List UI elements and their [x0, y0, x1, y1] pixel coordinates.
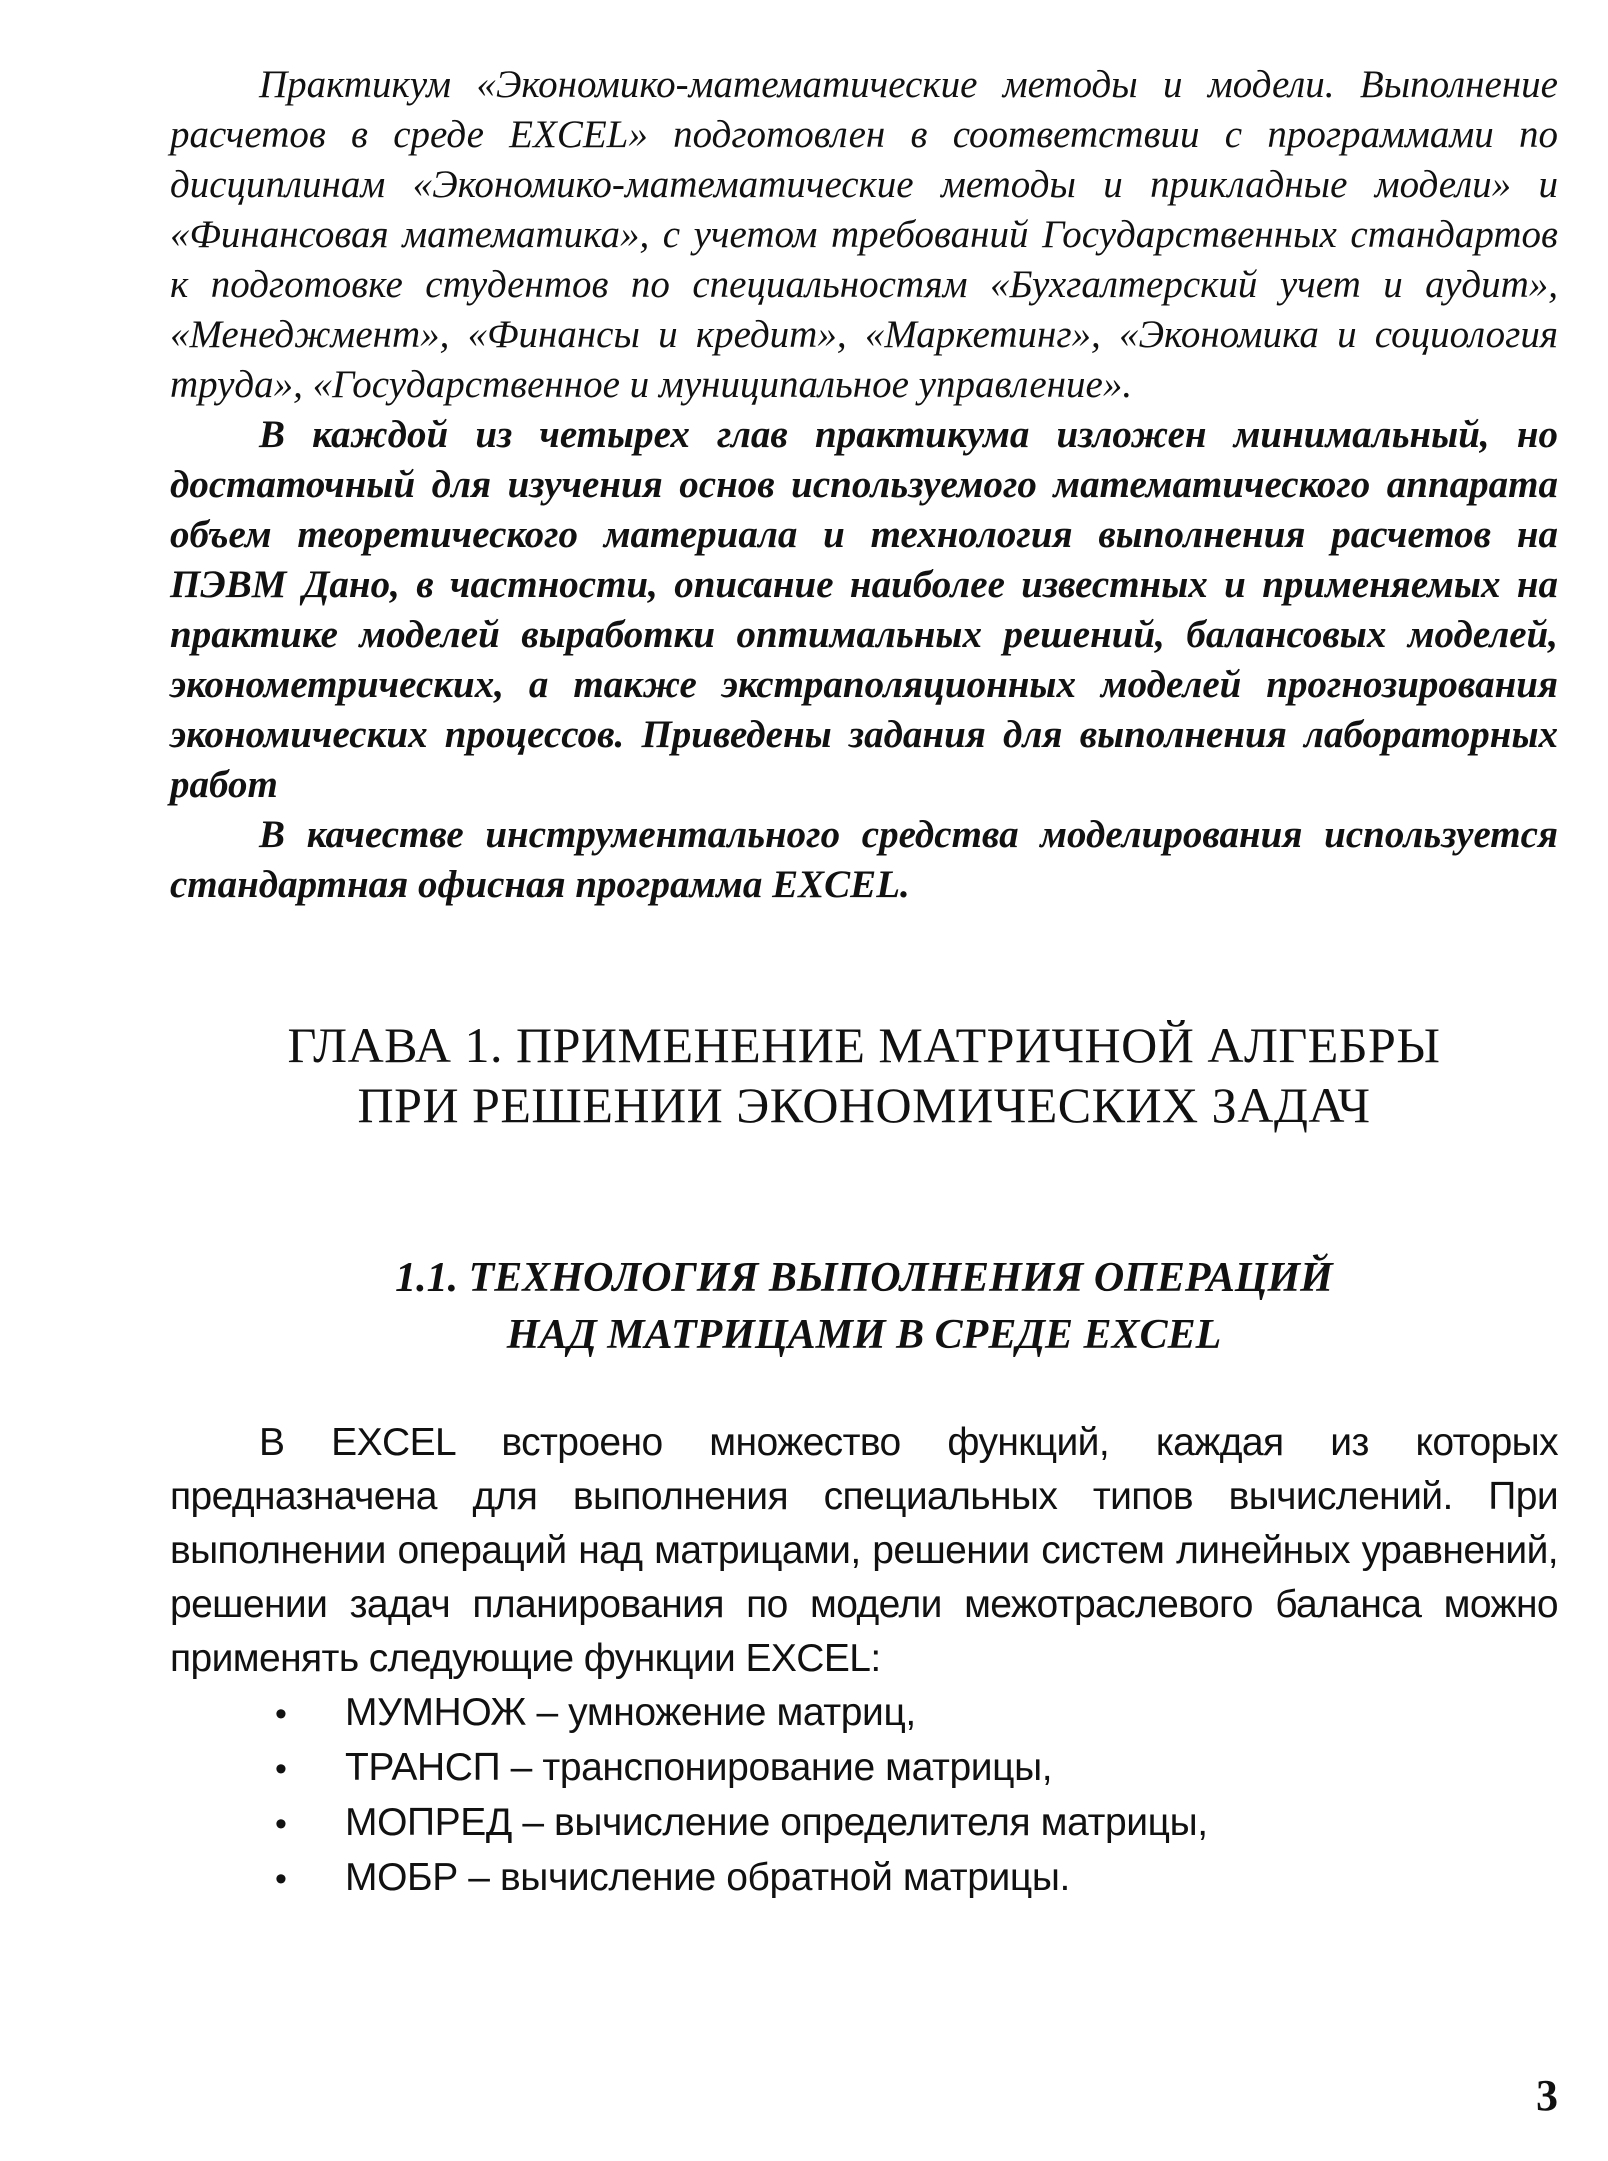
- bullet-icon: •: [275, 1750, 287, 1788]
- list-item: [275, 1686, 1558, 1741]
- list-item-text: МУМНОЖ – умножение матриц,: [345, 1691, 916, 1734]
- list-item: [275, 1741, 1558, 1796]
- page-content: [170, 60, 1558, 1906]
- list-item: [275, 1796, 1558, 1851]
- list-item-text: МОБР – вычисление обратной матрицы.: [345, 1856, 1070, 1899]
- section-title-line-2: НАД МАТРИЦАМИ В СРЕДЕ EXCEL: [506, 1312, 1222, 1358]
- list-item-text: ТРАНСП – транспонирование матрицы,: [345, 1746, 1053, 1789]
- intro-section: [170, 60, 1558, 910]
- intro-paragraph-3: В качестве инструментального средства моделирования используется стандартная офисная программа EXCEL.: [170, 813, 1558, 906]
- bullet-icon: •: [275, 1805, 287, 1843]
- intro-paragraph-1: Практикум «Экономико-математические методы и модели. Выполнение расчетов в среде EXCEL» подготовлен в соответствии с программами по дисциплинам «Экономико-математические методы и прикладные модели» и «Финансовая математика», с учетом требований Государственных стандартов к подготовке студентов по специальностям «Бухгалтерский учет и аудит», «Менеджмент», «Финансы и кредит», «Маркетинг», «Экономика и социология труда», «Государственное и муниципальное управление».: [170, 63, 1558, 406]
- intro-paragraph-2: В каждой из четырех глав практикума изложен минимальный, но достаточный для изучения основ используемого математического аппарата объем теоретического материала и технология выполнения расчетов на ПЭВМ Дано, в частности, описание наиболее известных и применяемых на практике моделей выработки оптимальных решений, балансовых моделей, эконометрических, а также экстраполяционных моделей прогнозирования экономических процессов. Приведены задания для выполнения лабораторных работ: [170, 413, 1558, 806]
- body-paragraph: В EXCEL встроено множество функций, каждая из которых предназначена для выполнения специальных типов вычислений. При выполнении операций над матрицами, решении систем линейных уравнений, решении задач планирования по модели межотраслевого баланса можно применять следующие функции EXCEL:: [170, 1421, 1558, 1680]
- section-title-line-1: 1.1. ТЕХНОЛОГИЯ ВЫПОЛНЕНИЯ ОПЕРАЦИЙ: [395, 1255, 1333, 1301]
- bullet-icon: •: [275, 1695, 287, 1733]
- list-item-text: МОПРЕД – вычисление определителя матрицы,: [345, 1801, 1208, 1844]
- chapter-title-line-2: ПРИ РЕШЕНИИ ЭКОНОМИЧЕСКИХ ЗАДАЧ: [357, 1077, 1371, 1133]
- chapter-title-line-1: ГЛАВА 1. ПРИМЕНЕНИЕ МАТРИЧНОЙ АЛГЕБРЫ: [287, 1017, 1441, 1073]
- page-number: 3: [1536, 2071, 1558, 2120]
- section-title: [170, 1250, 1558, 1364]
- bullet-icon: •: [275, 1860, 287, 1898]
- list-item: [275, 1851, 1558, 1906]
- functions-list: [170, 1686, 1558, 1906]
- chapter-title: [170, 1015, 1558, 1135]
